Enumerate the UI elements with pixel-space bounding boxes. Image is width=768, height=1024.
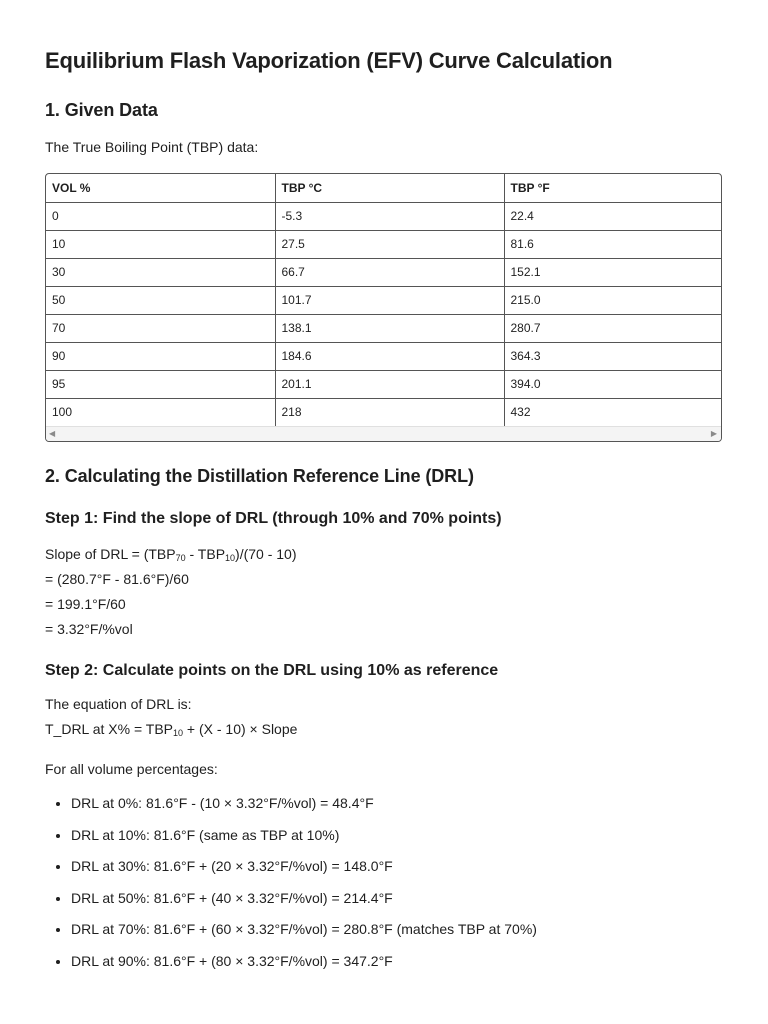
cell-tbp-f: 364.3 <box>504 342 721 370</box>
tbp-intro-text: The True Boiling Point (TBP) data: <box>45 139 259 155</box>
cell-tbp-c: -5.3 <box>275 202 504 230</box>
cell-vol: 0 <box>46 202 275 230</box>
list-item: • DRL at 70%: 81.6°F + (60 × 3.32°F/%vol) = 280.8°F (matches TBP at 70%) <box>71 919 722 939</box>
cell-tbp-f: 22.4 <box>504 202 721 230</box>
list-item: • DRL at 10%: 81.6°F (same as TBP at 10%) <box>71 825 722 845</box>
cell-tbp-f: 152.1 <box>504 258 721 286</box>
table-row <box>46 202 721 230</box>
table-row <box>46 230 721 258</box>
cell-vol: 100 <box>46 398 275 426</box>
slope-formula-line-1: Slope of DRL = $(TBP_{70} - TBP_{10})/(70 - 10)$ <box>45 546 297 563</box>
tbp-table <box>46 174 721 426</box>
drl-equation-formula: T_DRL at $X\% = TBP_{10} + (X - 10)$ × Slope <box>45 721 298 738</box>
cell-tbp-c: 138.1 <box>275 314 504 342</box>
cell-vol: 70 <box>46 314 275 342</box>
table-row <box>46 342 721 370</box>
slope-formula-line-3: = 199.1°F/60 <box>45 596 126 612</box>
cell-tbp-c: 27.5 <box>275 230 504 258</box>
section-heading-drl: 2. Calculating the Distillation Reference Line (DRL) <box>45 466 474 486</box>
slope-formula-line-4: = 3.32°F/%vol <box>45 621 133 637</box>
cell-tbp-c: 218 <box>275 398 504 426</box>
step2-heading: Step 2: Calculate points on the DRL using 10% as reference <box>45 662 499 679</box>
list-item: • DRL at 90%: 81.6°F + (80 × 3.32°F/%vol) = 347.2°F <box>71 951 722 971</box>
cell-tbp-c: 101.7 <box>275 286 504 314</box>
cell-tbp-f: 215.0 <box>504 286 721 314</box>
cell-tbp-f: 280.7 <box>504 314 721 342</box>
table-row <box>46 258 721 286</box>
cell-tbp-f: 394.0 <box>504 370 721 398</box>
drl-equation <box>45 694 722 739</box>
cell-vol: 95 <box>46 370 275 398</box>
for-all-text: For all volume percentages: <box>45 761 218 777</box>
tbp-table-container <box>45 173 722 442</box>
drl-equation-intro: The equation of DRL is: <box>45 696 192 712</box>
cell-tbp-f: 432 <box>510 405 531 420</box>
section-heading-given-data: 1. Given Data <box>45 100 158 120</box>
slope-formula-line-2: = (280.7°F - 81.6°F)/60 <box>45 571 189 587</box>
slope-formula <box>45 542 722 642</box>
table-row <box>46 398 721 426</box>
cell-vol: 30 <box>46 258 275 286</box>
scroll-left-arrow-icon[interactable]: ◀ <box>49 429 56 438</box>
cell-tbp-c: 184.6 <box>275 342 504 370</box>
table-row <box>46 314 721 342</box>
table-horizontal-scrollbar[interactable] <box>46 426 721 441</box>
list-item: • DRL at 50%: 81.6°F + (40 × 3.32°F/%vol) = 214.4°F <box>71 888 722 908</box>
table-row <box>46 370 721 398</box>
cell-vol: 50 <box>46 286 275 314</box>
column-header-tbp-c: TBP °C <box>275 174 504 202</box>
column-header-vol: VOL % <box>46 174 275 202</box>
list-item: • DRL at 30%: 81.6°F + (20 × 3.32°F/%vol) = 148.0°F <box>71 856 722 876</box>
list-item: • DRL at 0%: 81.6°F - (10 × 3.32°F/%vol) = 48.4°F <box>71 793 722 813</box>
cell-tbp-c: 201.1 <box>275 370 504 398</box>
cell-tbp-f: 81.6 <box>504 230 721 258</box>
step1-heading: Step 1: Find the slope of DRL (through 10% and 70% points) <box>45 510 502 527</box>
cell-tbp-c: 66.7 <box>275 258 504 286</box>
scroll-right-arrow-icon[interactable]: ▶ <box>710 429 717 438</box>
cell-vol: 10 <box>46 230 275 258</box>
drl-points-list <box>45 793 722 971</box>
table-header-row <box>46 174 721 202</box>
column-header-tbp-f: TBP °F <box>504 174 721 202</box>
page-title: Equilibrium Flash Vaporization (EFV) Curve Calculation <box>45 48 613 73</box>
table-row <box>46 286 721 314</box>
cell-vol: 90 <box>46 342 275 370</box>
